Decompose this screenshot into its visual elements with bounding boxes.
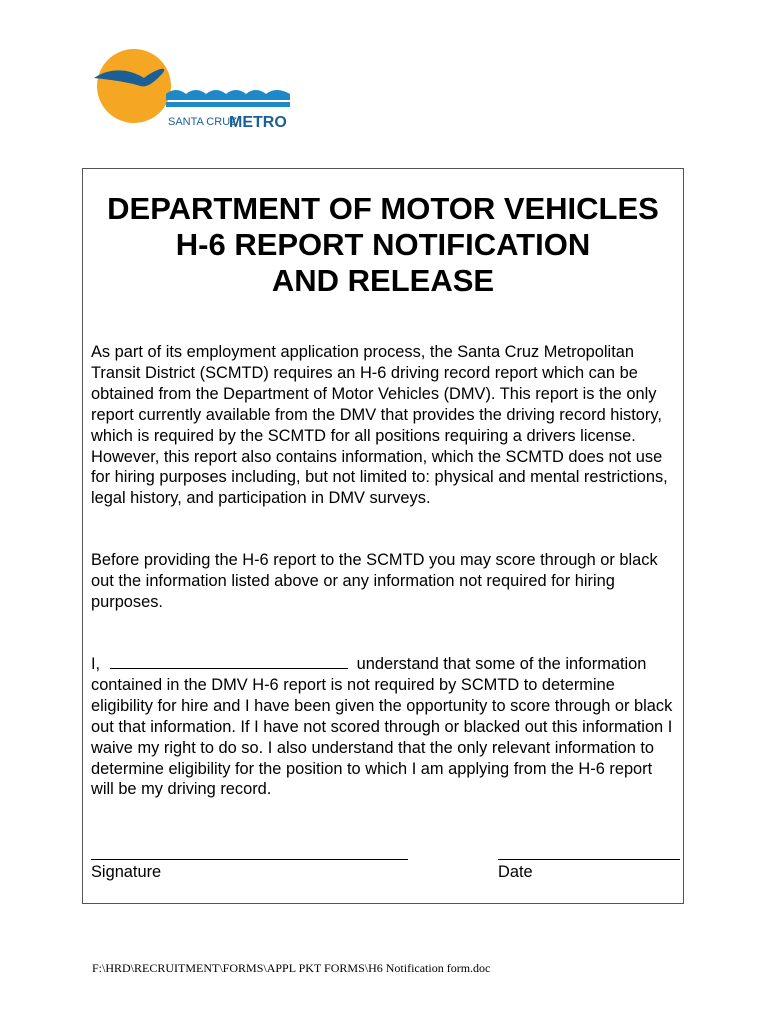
wave-band [166,102,290,107]
name-blank-field[interactable] [110,654,348,669]
date-label: Date [498,863,533,881]
form-title [83,191,683,299]
wave-top [166,90,290,100]
acknowledgment-text: understand that some of the information contained in the DMV H-6 report is not required by SCMTD to determine eligibility for hire and I have been given the opportunity to score through or black out that information. If I have not scored through or blacked out this information I waive my right to do so. I also understand that the only relevant information to determine eligibility for the position to which I am applying from the H-6 report will be my driving record. [91,655,673,799]
sun-shape [97,49,171,123]
acknowledgment-prefix: I, [91,655,101,673]
scoring-paragraph: Before providing the H-6 report to the SCMTD you may score through or black out the information listed above or any information not required for hiring purposes. [91,551,658,611]
signature-line[interactable] [91,859,408,860]
logo-metro-text: METRO [229,114,287,131]
acknowledgment-paragraph [91,654,679,800]
file-path-footer: F:\HRD\RECRUITMENT\FORMS\APPL PKT FORMS\H6 Notification form.doc [92,961,491,975]
date-line[interactable] [498,859,680,860]
logo-graphic [92,48,294,134]
logo-santa-cruz-text: SANTA CRUZ [168,116,237,128]
release-form [82,168,684,904]
title-line-3: AND RELEASE [271,263,495,298]
title-line-2: H-6 REPORT NOTIFICATION [175,227,591,262]
intro-paragraph: As part of its employment application process, the Santa Cruz Metropolitan Transit District (SCMTD) requires an H-6 driving record report which can be obtained from the Department of Motor Vehicles (DMV). This report is the only report currently available from the DMV that provides the driving record history, which is required by the SCMTD for all positions requiring a drivers license. However, this report also contains information, which the SCMTD does not use for hiring purposes including, but not limited to: physical and mental restrictions, legal history, and participation in DMV surveys. [91,343,668,508]
santa-cruz-metro-logo [92,48,294,134]
title-line-1: DEPARTMENT OF MOTOR VEHICLES [107,191,659,226]
signature-label: Signature [91,863,162,881]
